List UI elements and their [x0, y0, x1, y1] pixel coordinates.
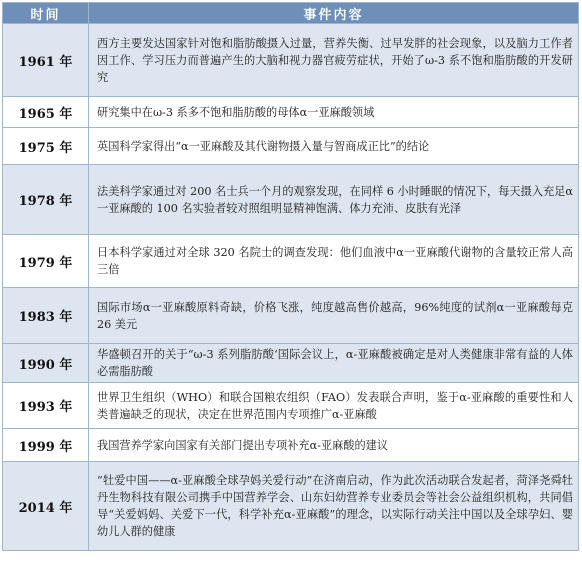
year-cell: 1978 年	[3, 165, 89, 235]
event-cell: “牡爱中国——α-亚麻酸全球孕妈关爱行动”在济南启动，作为此次活动联合发起者，菏泽尧舜牡丹生物科技有限公司携手中国营养学会、山东妇幼营养专业委员会等社会公益组织机构，共同倡导“关爱妈妈、关爱下一代，科学补充α-亚麻酸”的理念，以实际行动关注中国以及全球孕妇、婴幼儿人群的健康	[89, 462, 579, 551]
event-cell: 华盛顿召开的关于“ω-3 系列脂肪酸‘国际会议上，α-亚麻酸被确定是对人类健康非常有益的人体必需脂肪酸	[89, 344, 579, 383]
event-cell: 国际市场α一亚麻酸原料奇缺，价格飞涨，纯度越高售价越高，96%纯度的试剂α一亚麻酸每克 26 美元	[89, 288, 579, 344]
table-row	[3, 288, 579, 344]
table-row	[3, 235, 579, 288]
year-cell: 1983 年	[3, 288, 89, 344]
event-cell: 法美科学家通过对 200 名士兵一个月的观察发现，在同样 6 小时睡眠的情况下，每天摄入充足α一亚麻酸的 100 名实验者较对照组明显精神饱满、体力充沛、皮肤有光泽	[89, 165, 579, 235]
event-header: 事件内容	[89, 3, 579, 24]
table-row	[3, 344, 579, 383]
table-row	[3, 383, 579, 429]
year-header: 时间	[3, 3, 89, 24]
table-row	[3, 24, 579, 97]
event-cell: 我国营养学家向国家有关部门提出专项补充α-亚麻酸的建议	[89, 429, 579, 462]
table-row	[3, 429, 579, 462]
year-cell: 1990 年	[3, 344, 89, 383]
year-cell: 1999 年	[3, 429, 89, 462]
event-cell: 世界卫生组织（WHO）和联合国粮农组织（FAO）发表联合声明，鉴于α-亚麻酸的重要性和人类普遍缺乏的现状，决定在世界范围内专项推广α-亚麻酸	[89, 383, 579, 429]
year-cell: 1965 年	[3, 97, 89, 128]
table-body	[3, 24, 579, 551]
year-cell: 1993 年	[3, 383, 89, 429]
year-cell: 2014 年	[3, 462, 89, 551]
table-row	[3, 165, 579, 235]
table-row	[3, 97, 579, 128]
year-cell: 1975 年	[3, 128, 89, 165]
event-cell: 西方主要发达国家针对饱和脂肪酸摄入过量，营养失衡、过早发胖的社会现象，以及脑力工作者因工作、学习压力而普遍产生的大脑和视力器官疲劳症状，开始了ω-3 系不饱和脂肪酸的开发研究	[89, 24, 579, 97]
year-cell: 1961 年	[3, 24, 89, 97]
table-row	[3, 462, 579, 551]
table-row	[3, 128, 579, 165]
event-cell: 英国科学家得出“α一亚麻酸及其代谢物摄入量与智商成正比”的结论	[89, 128, 579, 165]
event-cell: 研究集中在ω-3 系多不饱和脂肪酸的母体α一亚麻酸领域	[89, 97, 579, 128]
timeline-table	[2, 2, 579, 551]
event-cell: 日本科学家通过对全球 320 名院士的调查发现：他们血液中α一亚麻酸代谢物的含量较正常人高三倍	[89, 235, 579, 288]
header-row	[3, 3, 579, 24]
year-cell: 1979 年	[3, 235, 89, 288]
